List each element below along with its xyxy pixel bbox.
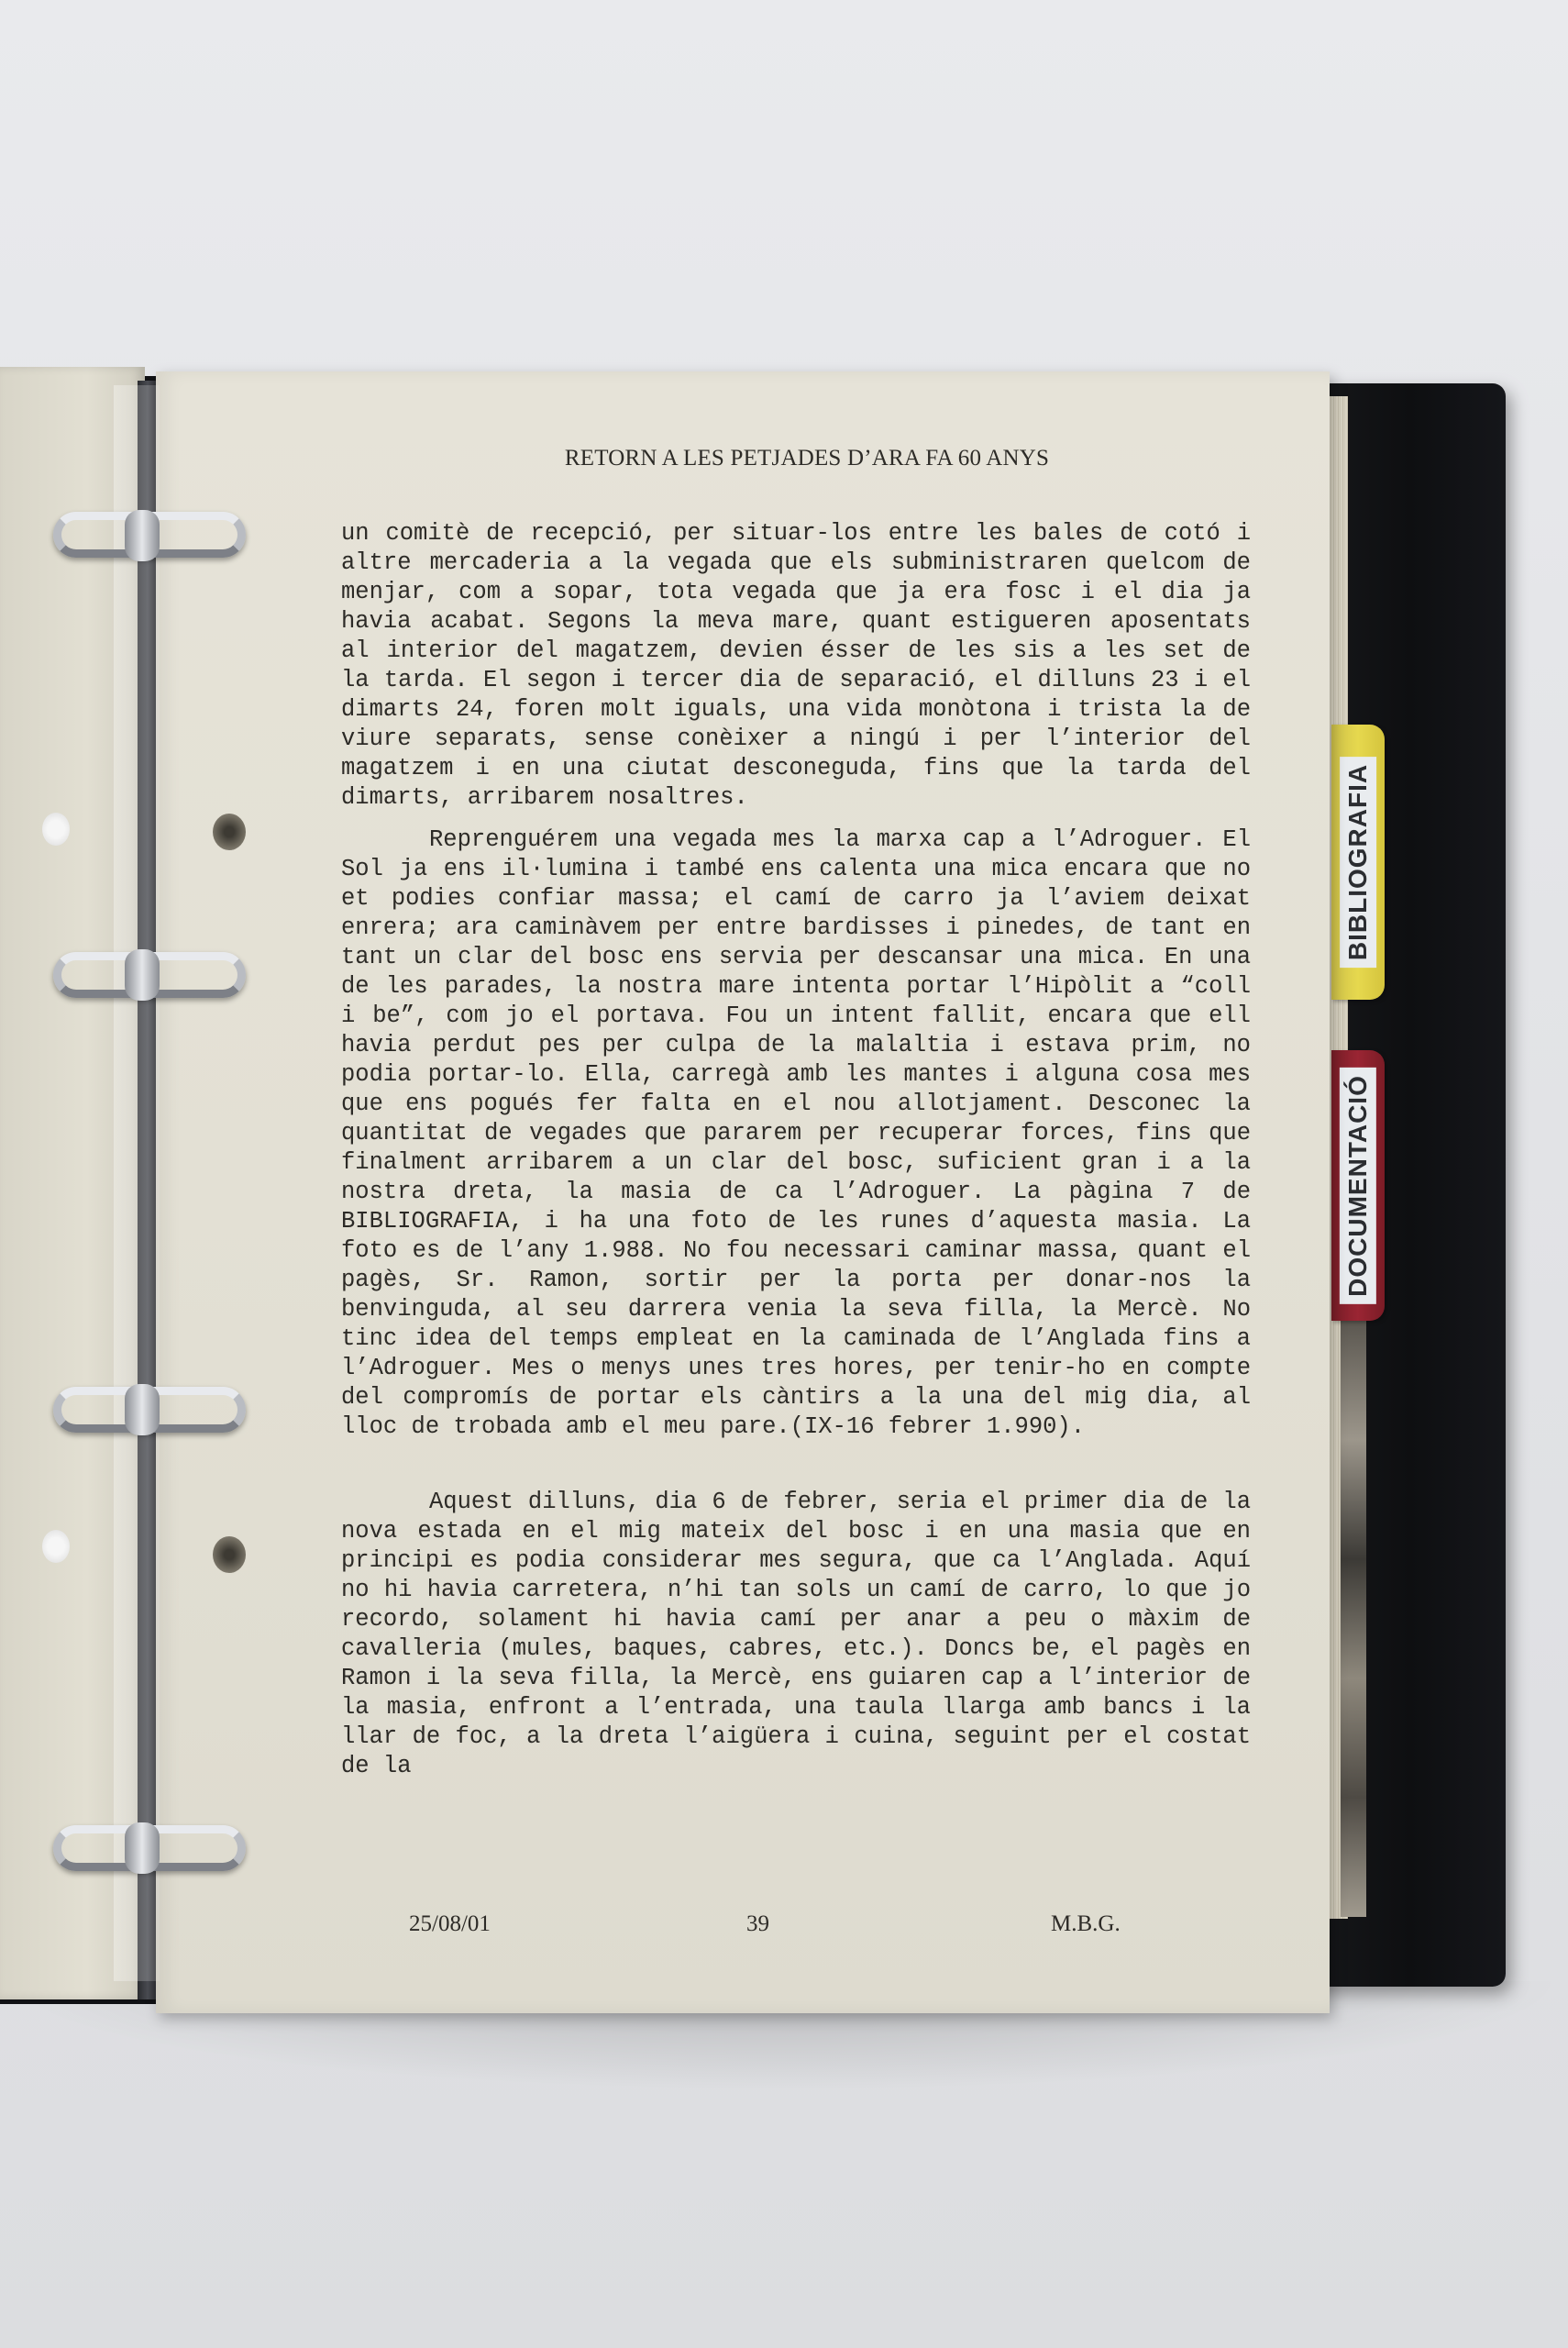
photo-page-edge xyxy=(1341,1321,1366,1917)
paragraph: un comitè de recepció, per situar-los entre les bales de cotó i altre mercaderia a la vegada que els subministraren quelcom de menjar, com a sopar, tota vegada que ja era fosc i el dia ja havia acabat. Segons la meva mare, quant estigueren aposentats al interior del magatzem, devien ésser de les sis a les set de la tarda. El segon i tercer dia de separació, el dilluns 23 i el dimarts 24, foren molt iguals, una vida monòtona i trista la de viure separats, sense conèixer a ningú i per l’interior del magatzem i en una ciutat desconeguda, fins que la tarda del dimarts, arribarem nosaltres. xyxy=(341,520,1251,811)
footer-page-number: 39 xyxy=(746,1911,769,1936)
ring-clamp xyxy=(125,510,160,561)
left-page-hole xyxy=(42,1530,70,1563)
left-page-hole xyxy=(42,813,70,846)
ring-clamp xyxy=(125,949,160,1001)
tab-bibliografia[interactable] xyxy=(1331,725,1385,1000)
footer-date: 25/08/01 xyxy=(409,1911,491,1936)
ring-clamp xyxy=(125,1384,160,1435)
tab-documentacio-label: DOCUMENTACIÓ xyxy=(1340,1068,1376,1304)
punch-hole xyxy=(213,1536,246,1573)
clear-divider-sheet xyxy=(114,385,160,1981)
page-body xyxy=(341,519,1251,1794)
paragraph: Reprenguérem una vegada mes la marxa cap a l’Adroguer. El Sol ja ens il·lumina i també ens calenta una mica encara que no et podies confiar massa; el camí de carro ja l’aviem deixat enrera; ara caminàvem per entre bardisses i pinedes, de tant en tant un clar del bosc ens servia per descansar una mica. En una de les parades, la nostra mare intenta portar l’Hipòlit a “coll i be”, com jo el portava. Fou un intent fallit, encara que ell havia perdut pes per culpa de la malaltia i estava prim, no podia portar-lo. Ella, carregà amb les mantes i alguna cosa mes que ens pogués fer falta en el nou allotjament. Desconec la quantitat de vegades que pararem per recuperar forces, fins que finalment arribarem a un clar del bosc, suficient gran i a la nostra dreta, la masia de ca l’Adroguer. La pàgina 7 de BIBLIOGRAFIA, i ha una foto de les runes d’aquesta masia. La foto es de l’any 1.988. No fou necessari caminar massa, quant el pagès, Sr. Ramon, sortir per la porta per donar-nos la benvinguda, al seu darrera venia la seva filla, la Mercè. No tinc idea del temps empleat en la caminada de l’Anglada fins a l’Adroguer. Mes o menys unes tres hores, per tenir-ho en compte del compromís de portar els càntirs a la una del mig dia, al lloc de trobada amb el meu pare.(IX-16 febrer 1.990). xyxy=(341,826,1251,1440)
paragraph: Aquest dilluns, dia 6 de febrer, seria el primer dia de la nova estada en el mig mateix del bosc i en una masia que en principi es podia considerar mes segura, que ca l’Anglada. Aquí no hi havia carretera, n’hi tan sols un camí de carro, lo que jo recordo, solament hi havia camí per anar a peu o màxim de cavalleria (mules, baques, cabres, etc.). Doncs be, el pagès en Ramon i la seva filla, la Mercè, ens guiaren cap a l’interior de la masia, enfront a l’entrada, una taula llarga amb bancs i la llar de foc, a la dreta l’aigüera i cuina, seguint per el costat de la xyxy=(341,1489,1251,1779)
tab-documentacio[interactable] xyxy=(1331,1050,1385,1321)
tab-bibliografia-label: BIBLIOGRAFIA xyxy=(1340,757,1376,968)
footer-initials: M.B.G. xyxy=(1051,1911,1121,1936)
ring-clamp xyxy=(125,1822,160,1874)
punch-hole xyxy=(213,814,246,850)
page-header: RETORN A LES PETJADES D’ARA FA 60 ANYS xyxy=(564,446,1050,471)
